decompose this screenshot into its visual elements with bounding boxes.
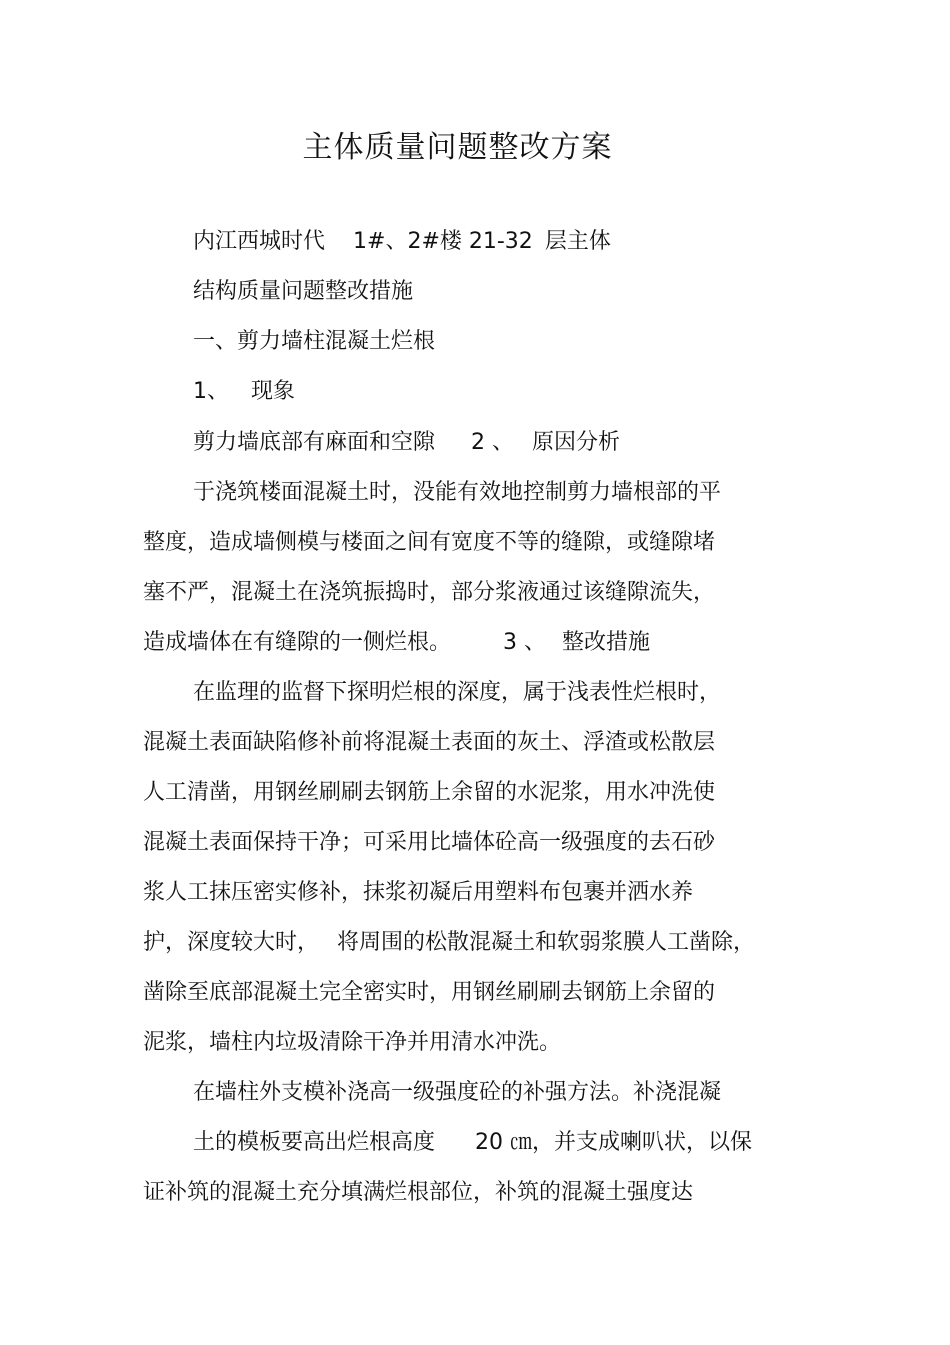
text-line [143,878,693,908]
text-line [143,578,715,608]
text-segment: 现象 [251,379,296,404]
text-segment: 整改措施 [562,630,651,655]
text-segment: 1#、2#楼 21-32 [353,229,533,254]
text-line [143,778,715,808]
text-line [193,227,611,257]
text-segment: 护，深度较大时， [143,930,320,955]
text-segment: 原因分析 [532,430,621,455]
text-line [193,1128,752,1158]
section-heading [193,327,435,357]
text-segment: 结构质量问题整改措施 [193,279,414,304]
text-segment: 层主体 [544,229,611,254]
text-line [143,1028,561,1058]
text-line [143,628,650,658]
subsection-heading [193,377,295,407]
text-segment: 人工清凿，用钢丝刷刷去钢筋上余留的水泥浆，用水冲洗使 [143,780,716,805]
text-line [193,478,721,508]
text-line [193,428,620,458]
text-segment: 凿除至底部混凝土完全密实时，用钢丝刷刷去钢筋上余留的 [143,980,716,1005]
text-line [143,928,755,958]
text-line [143,528,715,558]
text-segment: 剪力墙底部有麻面和空隙 [193,430,436,455]
text-segment: 在墙柱外支模补浇高一级强度砼的补强方法。补浇混凝 [193,1080,722,1105]
text-line [143,1178,693,1208]
text-segment: 于浇筑楼面混凝土时，没能有效地控制剪力墙根部的平 [193,480,722,505]
text-segment: 20 ㎝，并支成喇叭状，以保 [475,1130,753,1155]
text-segment: 2 、 [471,430,515,455]
text-segment: 整度，造成墙侧模与楼面之间有宽度不等的缝隙，或缝隙堵 [143,530,716,555]
text-line [143,978,715,1008]
text-segment: 内江西城时代 [193,229,326,254]
text-segment: 将周围的松散混凝土和软弱浆膜人工凿除， [337,930,756,955]
text-line [143,828,715,858]
text-segment: 混凝土表面缺陷修补前将混凝土表面的灰土、浮渣或松散层 [143,730,716,755]
text-line [193,277,413,307]
text-segment: 3 、 [503,630,547,655]
text-segment: 塞不严，混凝土在浇筑振捣时，部分浆液通过该缝隙流失， [143,580,716,605]
text-segment: 混凝土表面保持干净；可采用比墙体砼高一级强度的去石砂 [143,830,716,855]
text-segment: 造成墙体在有缝隙的一侧烂根。 [143,630,452,655]
text-segment: 证补筑的混凝土充分填满烂根部位，补筑的混凝土强度达 [143,1180,694,1205]
text-segment: 1、 [193,379,229,404]
text-segment: 浆人工抹压密实修补，抹浆初凝后用塑料布包裹并洒水养 [143,880,694,905]
text-segment: 土的模板要高出烂根高度 [193,1130,436,1155]
document-title: 主体质量问题整改方案 [302,130,613,165]
text-segment: 在监理的监督下探明烂根的深度，属于浅表性烂根时， [193,680,722,705]
text-segment: 泥浆，墙柱内垃圾清除干净并用清水冲洗。 [143,1030,562,1055]
text-line [193,678,721,708]
text-segment: 一、剪力墙柱混凝土烂根 [193,329,436,354]
text-line [143,728,715,758]
text-line [193,1078,721,1108]
